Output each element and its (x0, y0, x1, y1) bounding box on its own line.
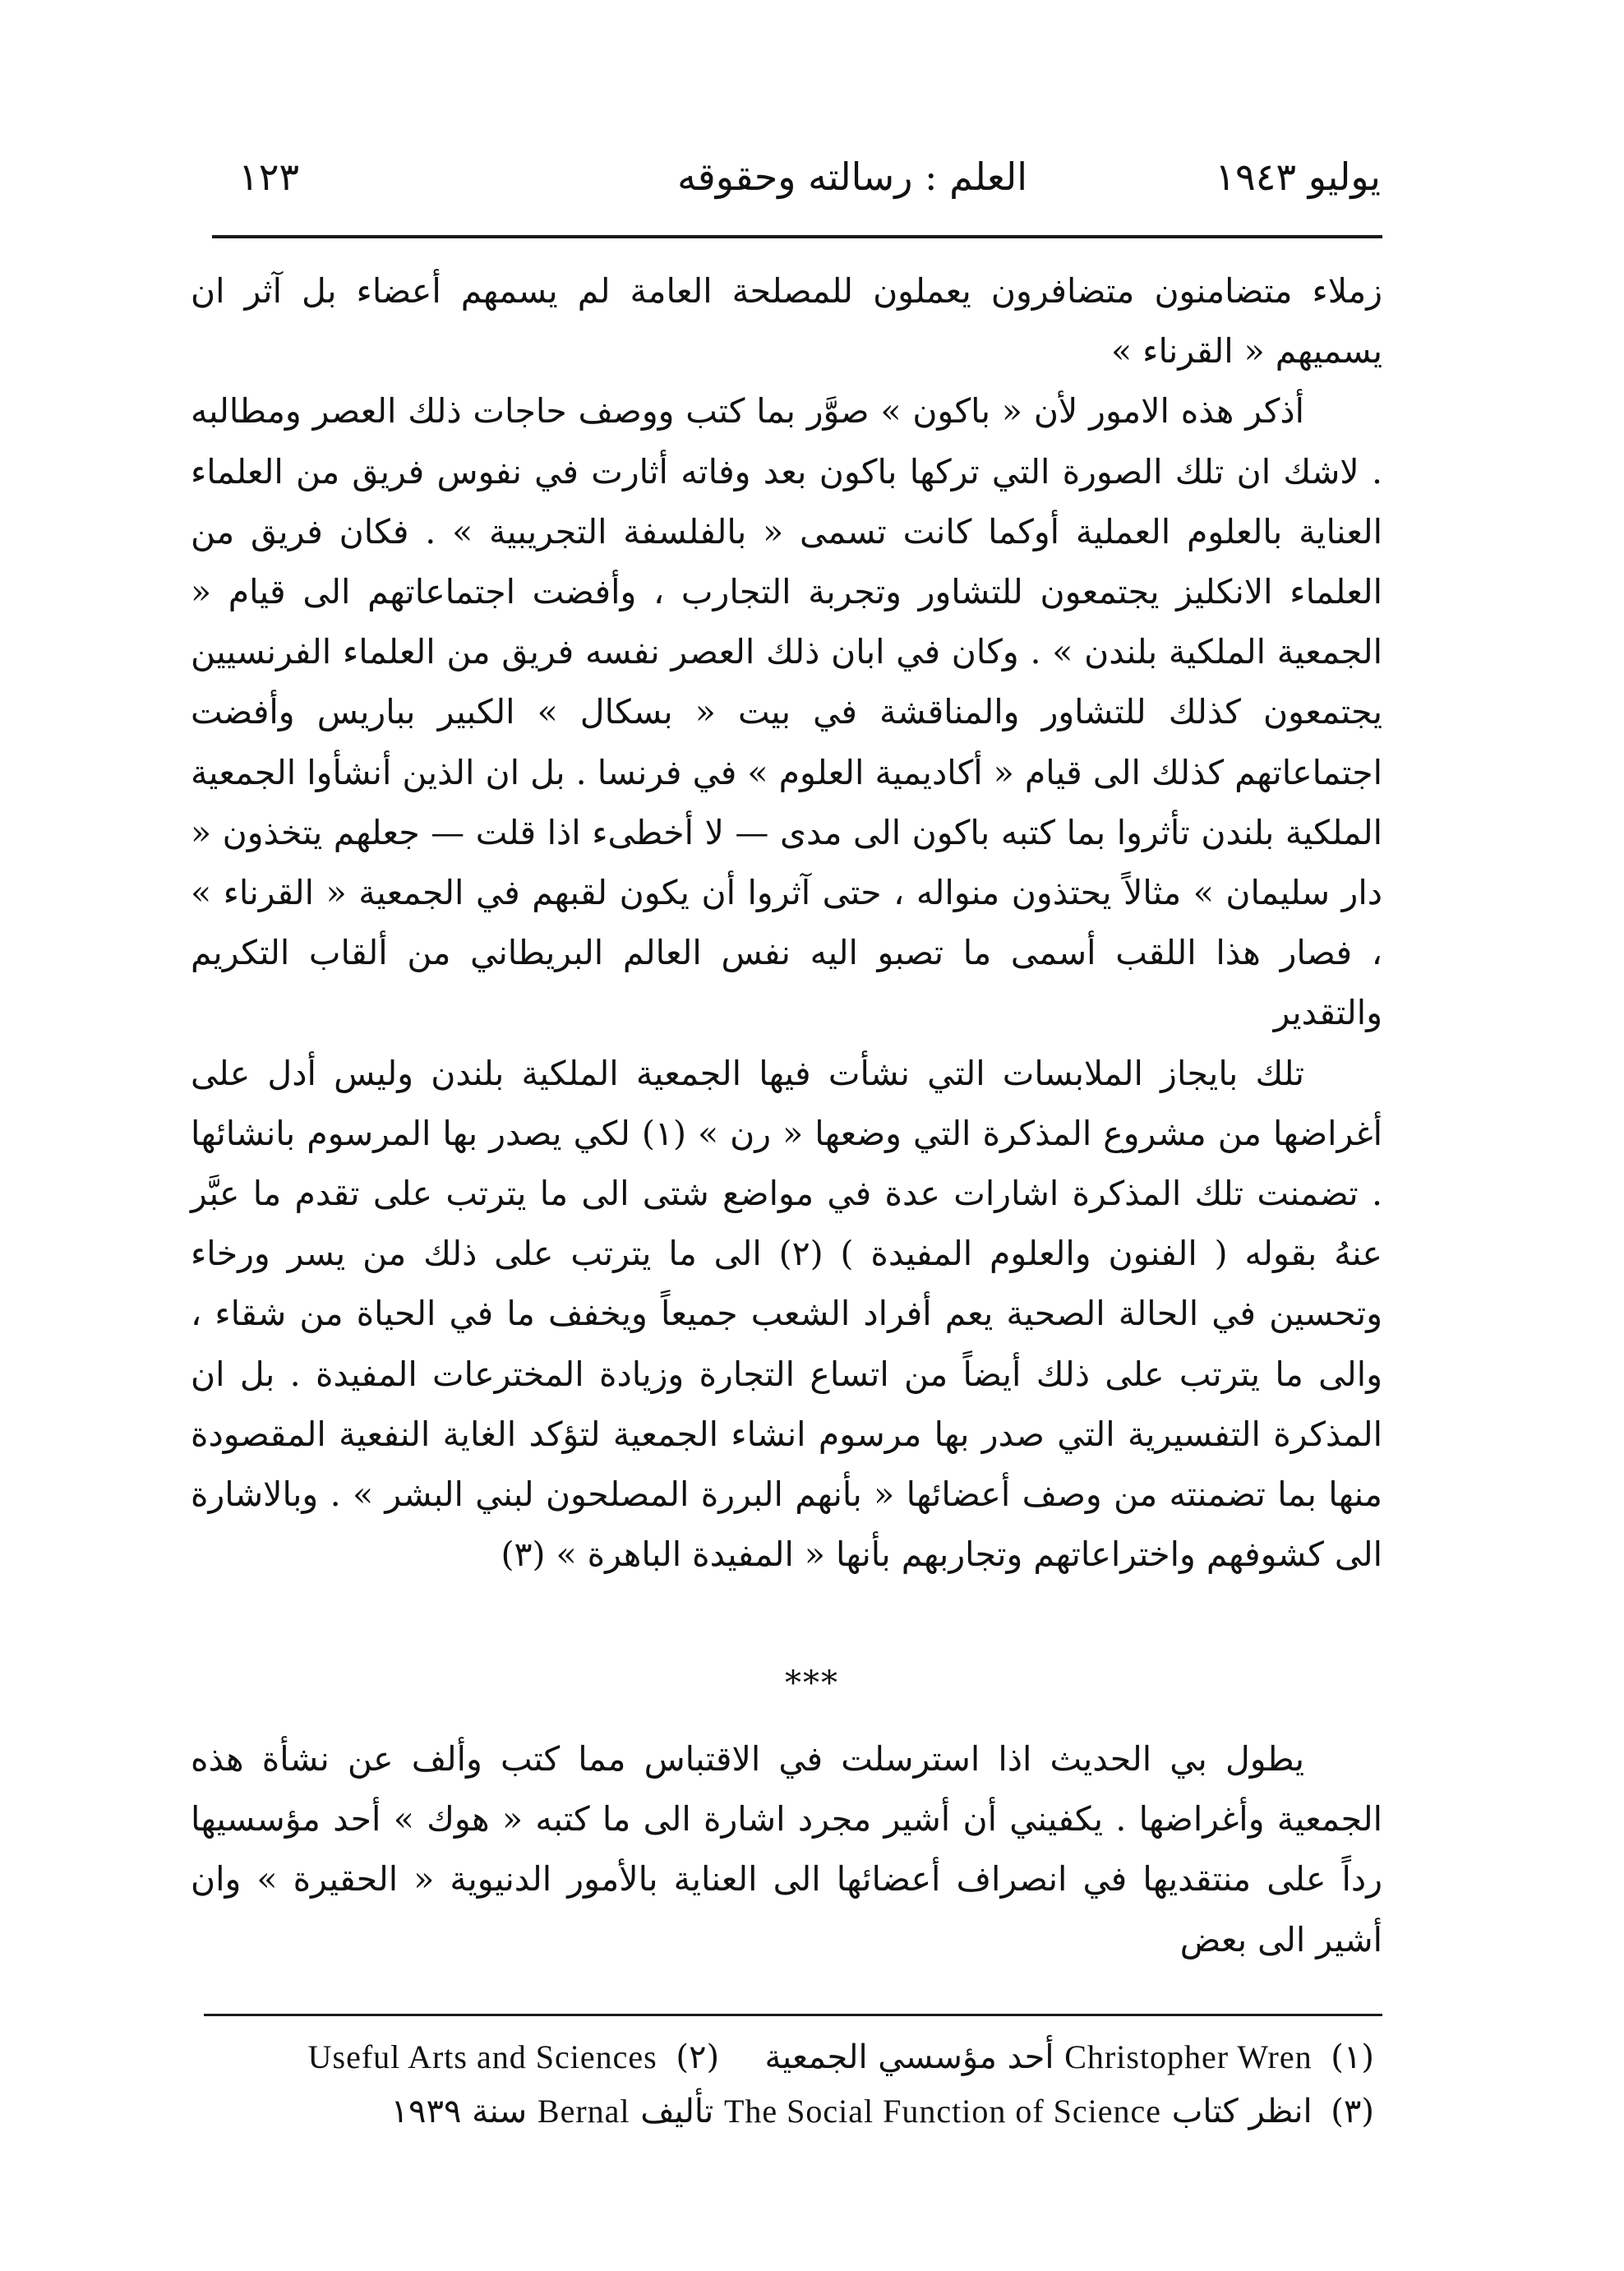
footnote-line-2 (191, 2084, 1374, 2139)
header-rule (212, 235, 1382, 238)
header-title: العلم : رسالته وحقوقه (677, 155, 1027, 199)
footnote-mark-1: (١) (1331, 2038, 1374, 2076)
paragraph: تلك بايجاز الملابسات التي نشأت فيها الجمعية الملكية بلندن وليس أدل على أغراضها من مشروع المذكرة التي وضعها « رن » (١) لكي يصدر بها المرسوم بانشائها . تضمنت تلك المذكرة اشارات عدة في مواضع شتى الى ما يترتب على تقدم ما عبَّر عنهُ بقوله ( الفنون والعلوم المفيدة ) (٢) الى ما يترتب على ذلك من يسر ورخاء وتحسين في الحالة الصحية يعم أفراد الشعب جميعاً ويخفف ما في الحياة من شقاء ، والى ما يترتب على ذلك أيضاً من اتساع التجارة وزيادة المخترعات المفيدة . بل ان المذكرة التفسيرية التي صدر بها مرسوم انشاء الجمعية لتؤكد الغاية النفعية المقصودة منها بما تضمنته من وصف أعضائها « بأنهم البررة المصلحون لبني البشر » . وبالاشارة الى كشوفهم واختراعاتهم وتجاربهم بأنها « المفيدة الباهرة » (٣) (191, 1053, 1382, 1575)
paragraph: زملاء متضامنون متضافرون يعملون للمصلحة العامة لم يسمهم أعضاء بل آثر ان يسميهم « القرناء » (191, 271, 1382, 372)
footnote-3-middle: تأليف (640, 2093, 714, 2130)
footnote-3-prefix: انظر كتاب (1171, 2093, 1313, 2130)
section-separator: *** (785, 1664, 839, 1702)
footnote-2-latin: Useful Arts and Sciences (307, 2038, 657, 2075)
footnote-1-arabic: أحد مؤسسي الجمعية (764, 2038, 1054, 2076)
footnote-3-book-title: The Social Function of Science (723, 2093, 1162, 2130)
page-number: ١٢٣ (238, 155, 300, 199)
footnote-line-1 (191, 2030, 1374, 2084)
running-header (214, 155, 1381, 220)
header-date: يوليو ١٩٤٣ (1215, 155, 1381, 199)
paragraph: يطول بي الحديث اذا استرسلت في الاقتباس مما كتب وألف عن نشأة هذه الجمعية وأغراضها . يكفيني أن أشير مجرد اشارة الى ما كتبه « هوك » أحد مؤسسيها رداً على منتقديها في انصراف أعضائها الى العناية بالأمور الدنيوية « الحقيرة » وان أشير الى بعض (191, 1739, 1382, 1959)
footnote-mark-2: (٢) (676, 2038, 720, 2076)
footnote-3-author: Bernal (537, 2093, 630, 2130)
paragraph: أذكر هذه الامور لأن « باكون » صوَّر بما كتب ووصف حاجات ذلك العصر ومطالبه . لاشك ان تلك الصورة التي تركها باكون بعد وفاته أثارت في نفوس فريق من العلماء العناية بالعلوم العملية أوكما كانت تسمى « بالفلسفة التجريبية » . فكان فريق من العلماء الانكليز يجتمعون للتشاور وتجربة التجارب ، وأفضت اجتماعاتهم الى قيام « الجمعية الملكية بلندن » . وكان في ابان ذلك العصر نفسه فريق من العلماء الفرنسيين يجتمعون كذلك للتشاور والمناقشة في بيت « بسكال » الكبير بباريس وأفضت اجتماعاتهم كذلك الى قيام « أكاديمية العلوم » في فرنسا . بل ان الذين أنشأوا الجمعية الملكية بلندن تأثروا بما كتبه باكون الى مدى — لا أخطىء اذا قلت — جعلهم يتخذون « دار سليمان » مثالاً يحتذون منواله ، حتى آثروا أن يكون لقبهم في الجمعية « القرناء » ، فصار هذا اللقب أسمى ما تصبو اليه نفس العالم البريطاني من ألقاب التكريم والتقدير (191, 391, 1382, 1033)
footnote-rule (204, 2014, 1382, 2016)
main-text-continued (191, 1729, 1382, 1970)
main-text (191, 261, 1382, 1585)
footnote-3-year: سنة ١٩٣٩ (390, 2093, 528, 2130)
footnote-1-latin: Christopher Wren (1064, 2038, 1313, 2075)
footnote-mark-3: (٣) (1331, 2093, 1374, 2130)
footnotes (191, 2030, 1374, 2139)
